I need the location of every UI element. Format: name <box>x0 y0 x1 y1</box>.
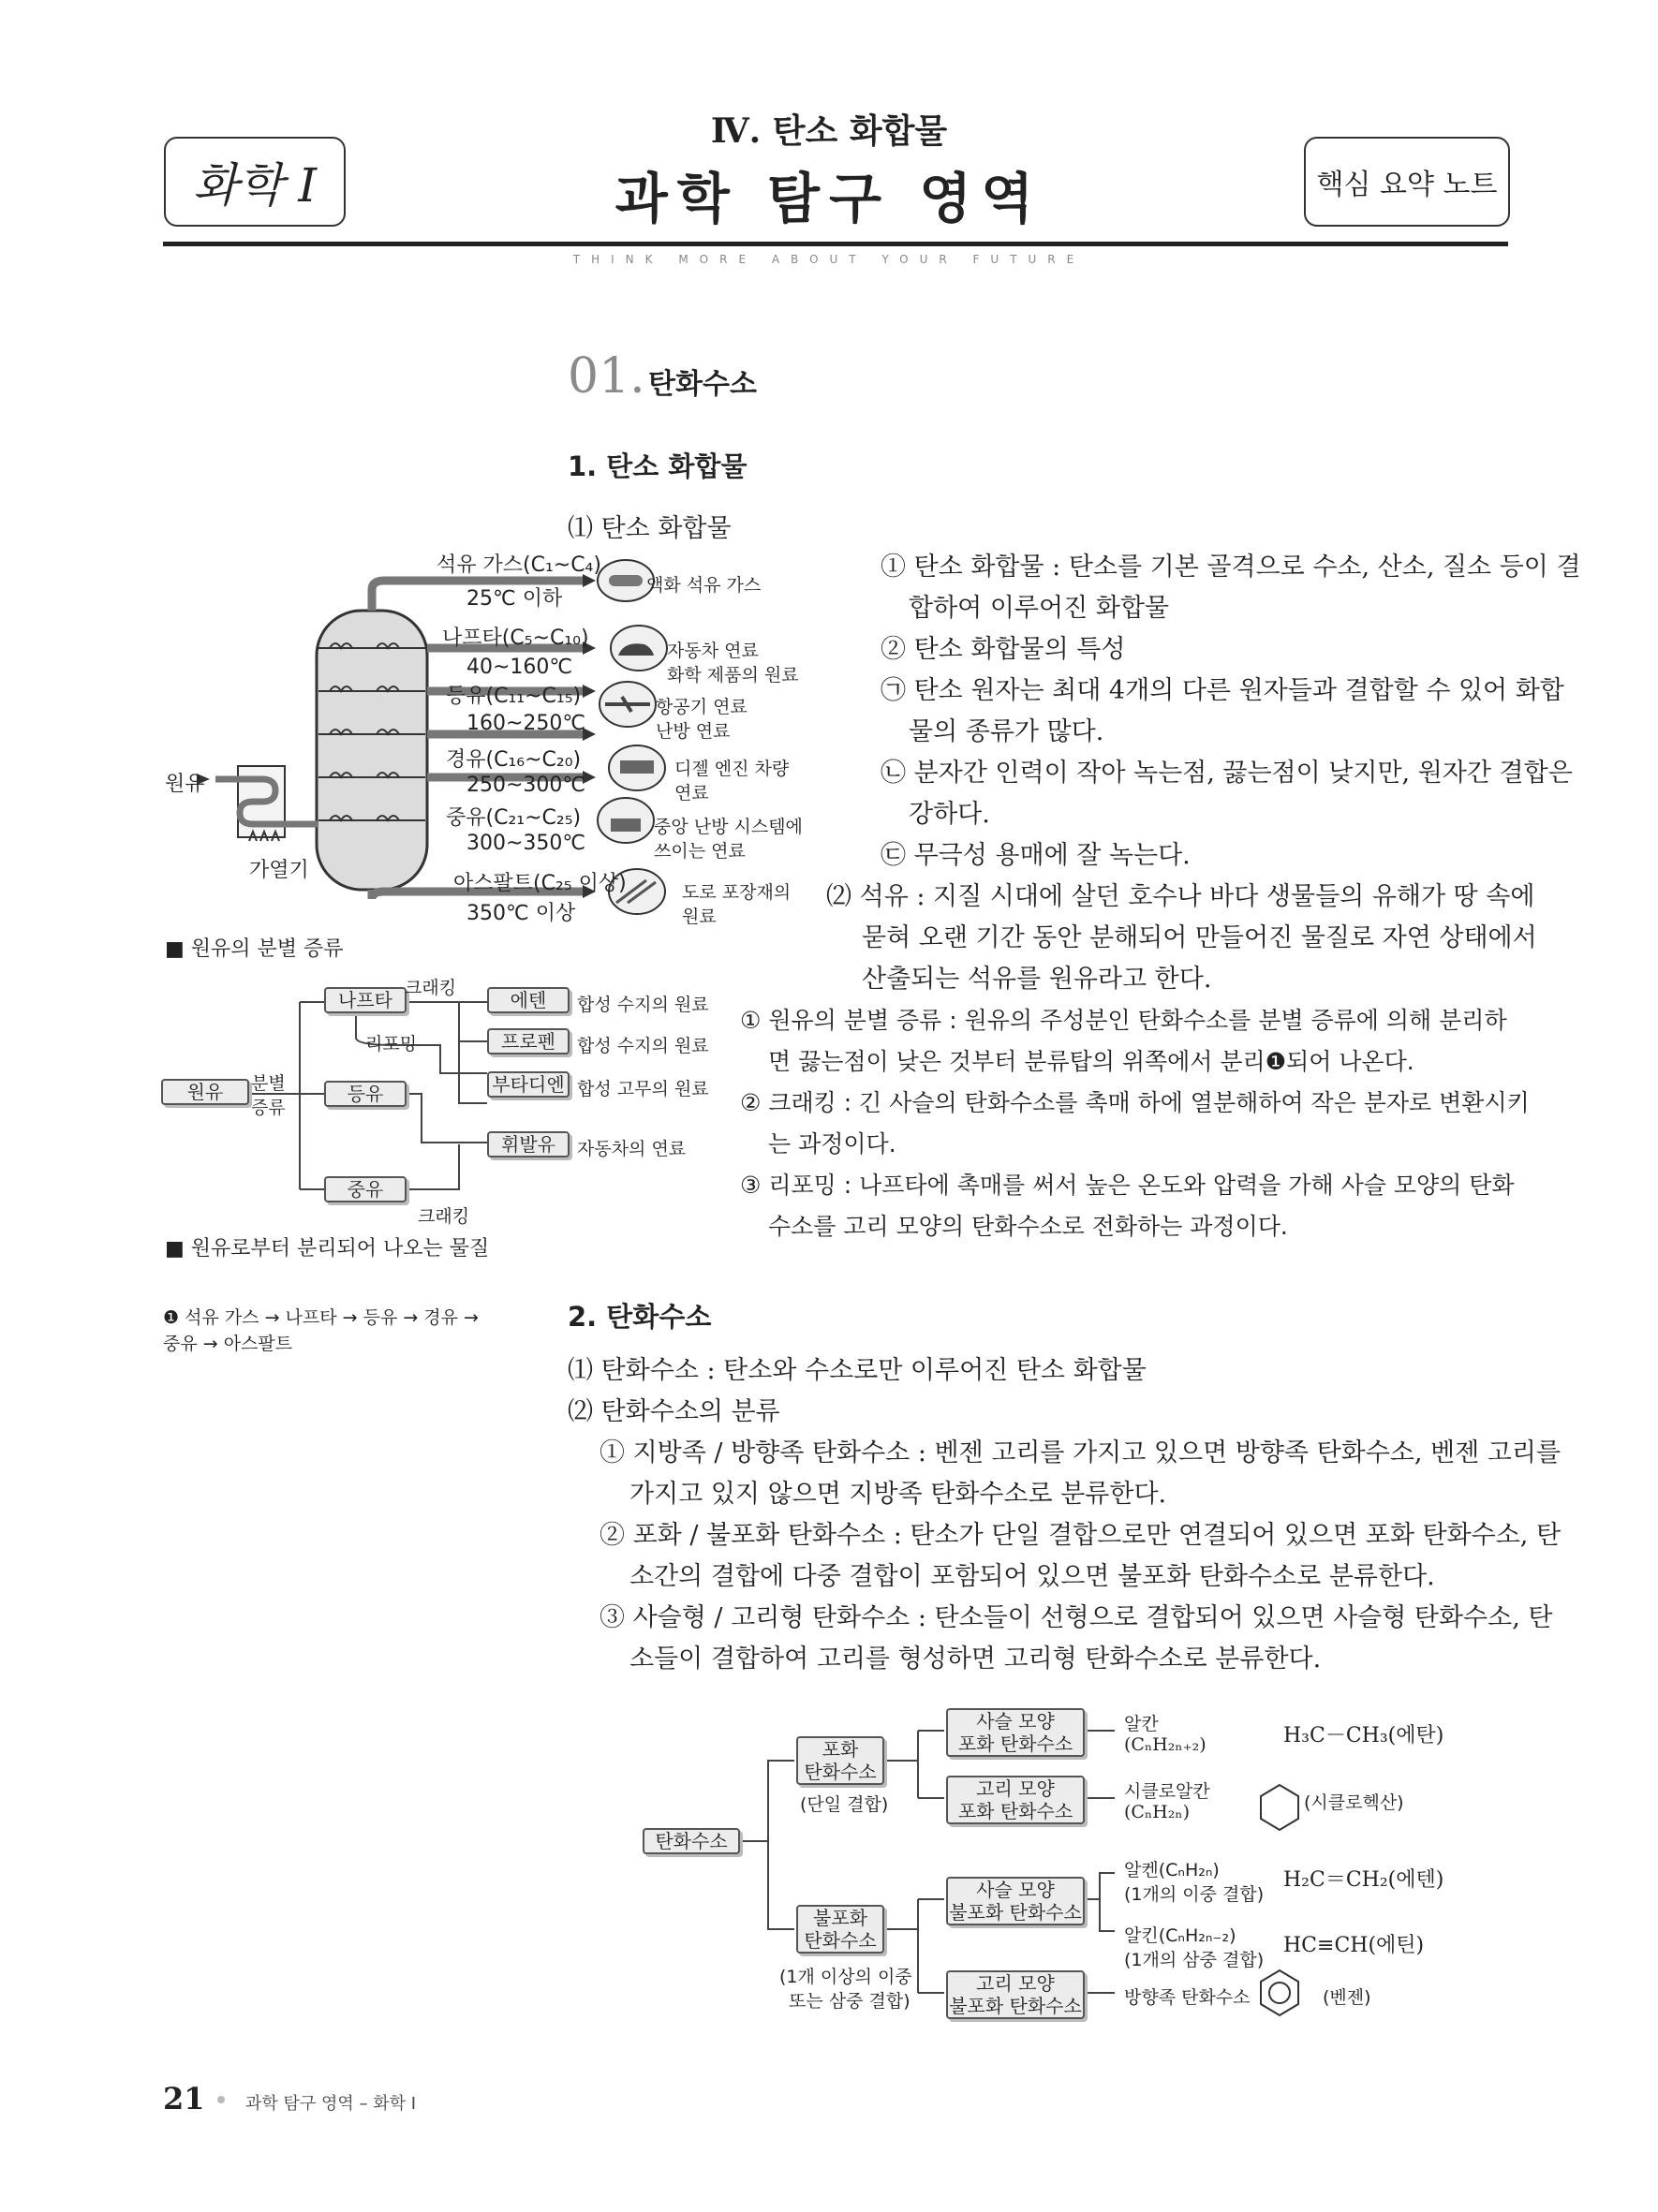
q5b: 소들이 결합하여 고리를 형성하면 고리형 탄화수소로 분류한다. <box>629 1644 1322 1674</box>
product-use-0: 합성 수지의 원료 <box>577 995 709 1015</box>
q1: ⑴ 탄화수소 : 탄소와 수소로만 이루어진 탄소 화합물 <box>568 1356 1147 1385</box>
heavy-oil-label: 중유 <box>347 1178 384 1201</box>
unsaturated-node <box>796 1905 884 1954</box>
p7b: 면 끓는점이 낮은 것부터 분류탑의 위쪽에서 분리❶되어 나온다. <box>768 1048 1414 1075</box>
fraction-temp-4: 300~350℃ <box>466 832 586 855</box>
cracking-label-top: 크래킹 <box>405 978 457 998</box>
ring-unsaturated-label-1: 고리 모양 <box>976 1972 1055 1995</box>
p7: ① 원유의 분별 증류 : 원유의 주성분인 탄화수소를 분별 증류에 의해 분리하 <box>740 1007 1507 1034</box>
distill-label-1: 분별 <box>251 1073 286 1094</box>
alkane-formula: (CₙH₂ₙ₊₂) <box>1124 1734 1206 1755</box>
alkyne-note: (1개의 삼중 결합) <box>1124 1950 1265 1970</box>
cycloalkane-label: 시클로알칸 <box>1124 1781 1210 1802</box>
factory-shape <box>611 818 641 832</box>
cracking-label-bottom: 크래킹 <box>418 1206 470 1227</box>
lpg-tank-shape <box>609 575 643 586</box>
naphtha-label: 나프타 <box>338 989 392 1011</box>
q5: ③ 사슬형 / 고리형 탄화수소 : 탄소들이 선형으로 결합되어 있으면 사슬형 탄화수소, 탄 <box>600 1603 1553 1632</box>
part1-heading: 1. 탄소 화합물 <box>568 450 748 482</box>
p5: ㉢ 무극성 용매에 잘 녹는다. <box>881 841 1191 870</box>
footnote-line1: ❶ 석유 가스 → 나프타 → 등유 → 경유 → <box>163 1307 479 1328</box>
p6: ⑵ 석유 : 지질 시대에 살던 호수나 바다 생물들의 유해가 땅 속에 <box>826 882 1535 911</box>
product-node-2 <box>487 1071 570 1098</box>
fraction-use-3a: 디젤 엔진 차량 <box>674 759 790 779</box>
q3: ① 지방족 / 방향족 탄화수소 : 벤젠 고리를 가지고 있으면 방향족 탄화수소, 벤젠 고리를 <box>600 1438 1562 1467</box>
p1b: 합하여 이루어진 화합물 <box>909 594 1169 623</box>
fraction-temp-2: 160~250℃ <box>466 712 586 735</box>
q4: ② 포화 / 불포화 탄화수소 : 탄소가 단일 결합으로만 연결되어 있으면 포화 탄화수소, 탄 <box>600 1521 1562 1550</box>
fraction-use-2b: 난방 연료 <box>656 721 731 742</box>
q3b: 가지고 있지 않으면 지방족 탄화수소로 분류한다. <box>629 1480 1167 1509</box>
unsaturated-note-1: (1개 이상의 이중 <box>779 1967 912 1987</box>
cycloalkane-formula: (CₙH₂ₙ) <box>1124 1802 1190 1822</box>
product-name-2: 부타디엔 <box>492 1073 565 1096</box>
footnote-line2: 중유 → 아스팔트 <box>163 1334 293 1354</box>
product-node-3 <box>487 1131 570 1158</box>
saturated-label-2: 탄화수소 <box>804 1761 877 1783</box>
subject-label: 화학 I <box>192 158 318 213</box>
summary-label: 핵심 요약 노트 <box>1316 169 1498 201</box>
part1-subheading: ⑴ 탄소 화합물 <box>568 514 732 543</box>
footer-dot <box>217 2096 225 2103</box>
motto: THINK MORE ABOUT YOUR FUTURE <box>572 253 1086 266</box>
p1: ① 탄소 화합물 : 탄소를 기본 골격으로 수소, 산소, 질소 등이 결 <box>881 553 1581 582</box>
unsaturated-note-2: 또는 삼중 결합) <box>789 1991 910 2012</box>
tower-body <box>317 611 427 890</box>
product-use-3: 자동차의 연료 <box>577 1139 687 1159</box>
fraction-use-0: 액화 석유 가스 <box>646 575 762 596</box>
p6b: 묻혀 오랜 기간 동안 분해되어 만들어진 물질로 자연 상태에서 <box>862 923 1537 952</box>
product-name-3: 휘발유 <box>501 1133 555 1156</box>
product-node-1 <box>487 1028 570 1054</box>
fraction-name-3: 경유(C₁₆~C₂₀) <box>446 748 582 772</box>
tower-crude-label: 원유 <box>165 773 205 796</box>
q4b: 소간의 결합에 다중 결합이 포함되어 있으면 불포화 탄화수소로 분류한다. <box>629 1562 1435 1591</box>
heater-label: 가열기 <box>249 859 309 882</box>
product-name-1: 프로펜 <box>501 1030 555 1053</box>
refine-caption: ■ 원유로부터 분리되어 나오는 물질 <box>165 1237 490 1261</box>
q2: ⑵ 탄화수소의 분류 <box>568 1397 780 1426</box>
chain-saturated-label-2: 포화 탄화수소 <box>957 1733 1073 1755</box>
fraction-use-1b: 화학 제품의 원료 <box>667 665 799 686</box>
saturated-node <box>796 1736 884 1785</box>
footer-text: 과학 탐구 영역 – 화학 Ⅰ <box>245 2094 417 2114</box>
aromatic-label: 방향족 탄화수소 <box>1124 1987 1251 2008</box>
fraction-name-1: 나프타(C₅~C₁₀) <box>442 627 589 650</box>
page-title: 과학 탐구 영역 <box>614 167 1044 230</box>
p8: ② 크래킹 : 긴 사슬의 탄화수소를 촉매 하에 열분해하여 작은 분자로 변환시키 <box>740 1089 1530 1116</box>
product-node-0 <box>487 987 570 1013</box>
product-use-2: 합성 고무의 원료 <box>577 1079 709 1099</box>
product-use-1: 합성 수지의 원료 <box>577 1036 709 1056</box>
part2-heading: 2. 탄화수소 <box>568 1301 712 1333</box>
fraction-name-0: 석유 가스(C₁~C₄) <box>437 553 601 577</box>
hydrocarbon-root-label: 탄화수소 <box>655 1830 728 1852</box>
distill-label-2: 증류 <box>251 1098 286 1118</box>
fraction-temp-3: 250~300℃ <box>466 774 586 797</box>
section-title: 탄화수소 <box>648 368 757 401</box>
alkane-example: H₃C－CH₃(에탄) <box>1283 1724 1444 1747</box>
p4b: 강하다. <box>909 800 990 829</box>
alkene-example: H₂C＝CH₂(에텐) <box>1283 1868 1444 1892</box>
refine-crude-label: 원유 <box>186 1081 224 1103</box>
p8b: 는 과정이다. <box>768 1130 896 1158</box>
fraction-temp-1: 40~160℃ <box>466 656 573 679</box>
p3b: 물의 종류가 많다. <box>909 717 1104 746</box>
header-rule <box>163 242 1508 246</box>
fraction-name-2: 등유(C₁₁~C₁₅) <box>446 685 582 708</box>
reforming-label: 리포밍 <box>365 1034 418 1054</box>
unsaturated-label-2: 탄화수소 <box>804 1929 877 1952</box>
fraction-use-4a: 중앙 난방 시스템에 <box>654 817 803 837</box>
ring-unsaturated-node <box>946 1970 1085 2019</box>
page-number: 21 <box>163 2081 205 2116</box>
cyclohexane-example: (시클로헥산) <box>1304 1792 1404 1813</box>
chain-unsaturated-label-2: 불포화 탄화수소 <box>949 1901 1082 1924</box>
fraction-temp-5: 350℃ 이상 <box>466 902 576 925</box>
fraction-use-4b: 쓰이는 연료 <box>654 841 746 862</box>
benzene-example: (벤젠) <box>1323 1987 1371 2008</box>
summary-box <box>1304 137 1510 227</box>
ring-unsaturated-label-2: 불포화 탄화수소 <box>949 1995 1082 2017</box>
ring-saturated-node <box>946 1776 1085 1824</box>
section-number: 01. <box>568 348 645 405</box>
product-name-0: 에텐 <box>510 989 547 1011</box>
cyclohexane-ring <box>1261 1785 1298 1830</box>
fraction-use-3b: 연료 <box>674 783 709 804</box>
fraction-use-5b: 원료 <box>682 907 717 927</box>
heavy-oil-node <box>324 1176 407 1202</box>
benzene-circle <box>1269 1983 1290 2003</box>
p4: ㉡ 분자간 인력이 작아 녹는점, 끓는점이 낮지만, 원자간 결합은 <box>881 759 1573 788</box>
alkene-label: 알켄(CₙH₂ₙ) <box>1124 1860 1220 1880</box>
saturated-label-1: 포화 <box>822 1738 859 1761</box>
benzene-ring <box>1261 1970 1298 2015</box>
p6c: 산출되는 석유를 원유라고 한다. <box>862 965 1212 994</box>
refine-crude-node <box>161 1079 249 1105</box>
alkane-label: 알칸 <box>1124 1714 1159 1734</box>
saturated-note: (단일 결합) <box>800 1794 889 1815</box>
chain-unsaturated-node <box>946 1877 1085 1925</box>
unit-title: Ⅳ. 탄소 화합물 <box>710 111 948 151</box>
naphtha-node <box>324 987 407 1013</box>
tower-caption: ■ 원유의 분별 증류 <box>165 937 344 961</box>
fraction-use-5a: 도로 포장재의 <box>682 882 792 903</box>
chain-unsaturated-label-1: 사슬 모양 <box>976 1879 1055 1901</box>
p9b: 수소를 고리 모양의 탄화수소로 전화하는 과정이다. <box>768 1213 1288 1240</box>
p3: ㉠ 탄소 원자는 최대 4개의 다른 원자들과 결합할 수 있어 화합 <box>881 676 1564 705</box>
fraction-name-4: 중유(C₂₁~C₂₅) <box>446 806 582 830</box>
fraction-use-1a: 자동차 연료 <box>667 641 759 661</box>
ring-saturated-label-2: 포화 탄화수소 <box>957 1800 1073 1822</box>
unsaturated-label-1: 불포화 <box>813 1907 867 1929</box>
alkene-note: (1개의 이중 결합) <box>1124 1884 1265 1905</box>
kerosene-node <box>324 1081 407 1107</box>
fraction-temp-0: 25℃ 이하 <box>466 587 563 611</box>
chain-saturated-node <box>946 1708 1085 1757</box>
hydrocarbon-root-node <box>643 1828 740 1854</box>
kerosene-label: 등유 <box>347 1083 384 1105</box>
fraction-use-2a: 항공기 연료 <box>656 697 748 717</box>
alkyne-example: HC≡CH(에틴) <box>1283 1934 1425 1957</box>
truck-shape <box>620 760 654 774</box>
alkyne-label: 알킨(CₙH₂ₙ₋₂) <box>1124 1925 1236 1946</box>
fraction-name-5: 아스팔트(C₂₅ 이상) <box>453 872 627 895</box>
p2: ② 탄소 화합물의 특성 <box>881 635 1126 664</box>
ring-saturated-label-1: 고리 모양 <box>976 1777 1055 1800</box>
chain-saturated-label-1: 사슬 모양 <box>976 1710 1055 1733</box>
p9: ③ 리포밍 : 나프타에 촉매를 써서 높은 온도와 압력을 가해 사슬 모양의 탄화 <box>740 1172 1515 1199</box>
